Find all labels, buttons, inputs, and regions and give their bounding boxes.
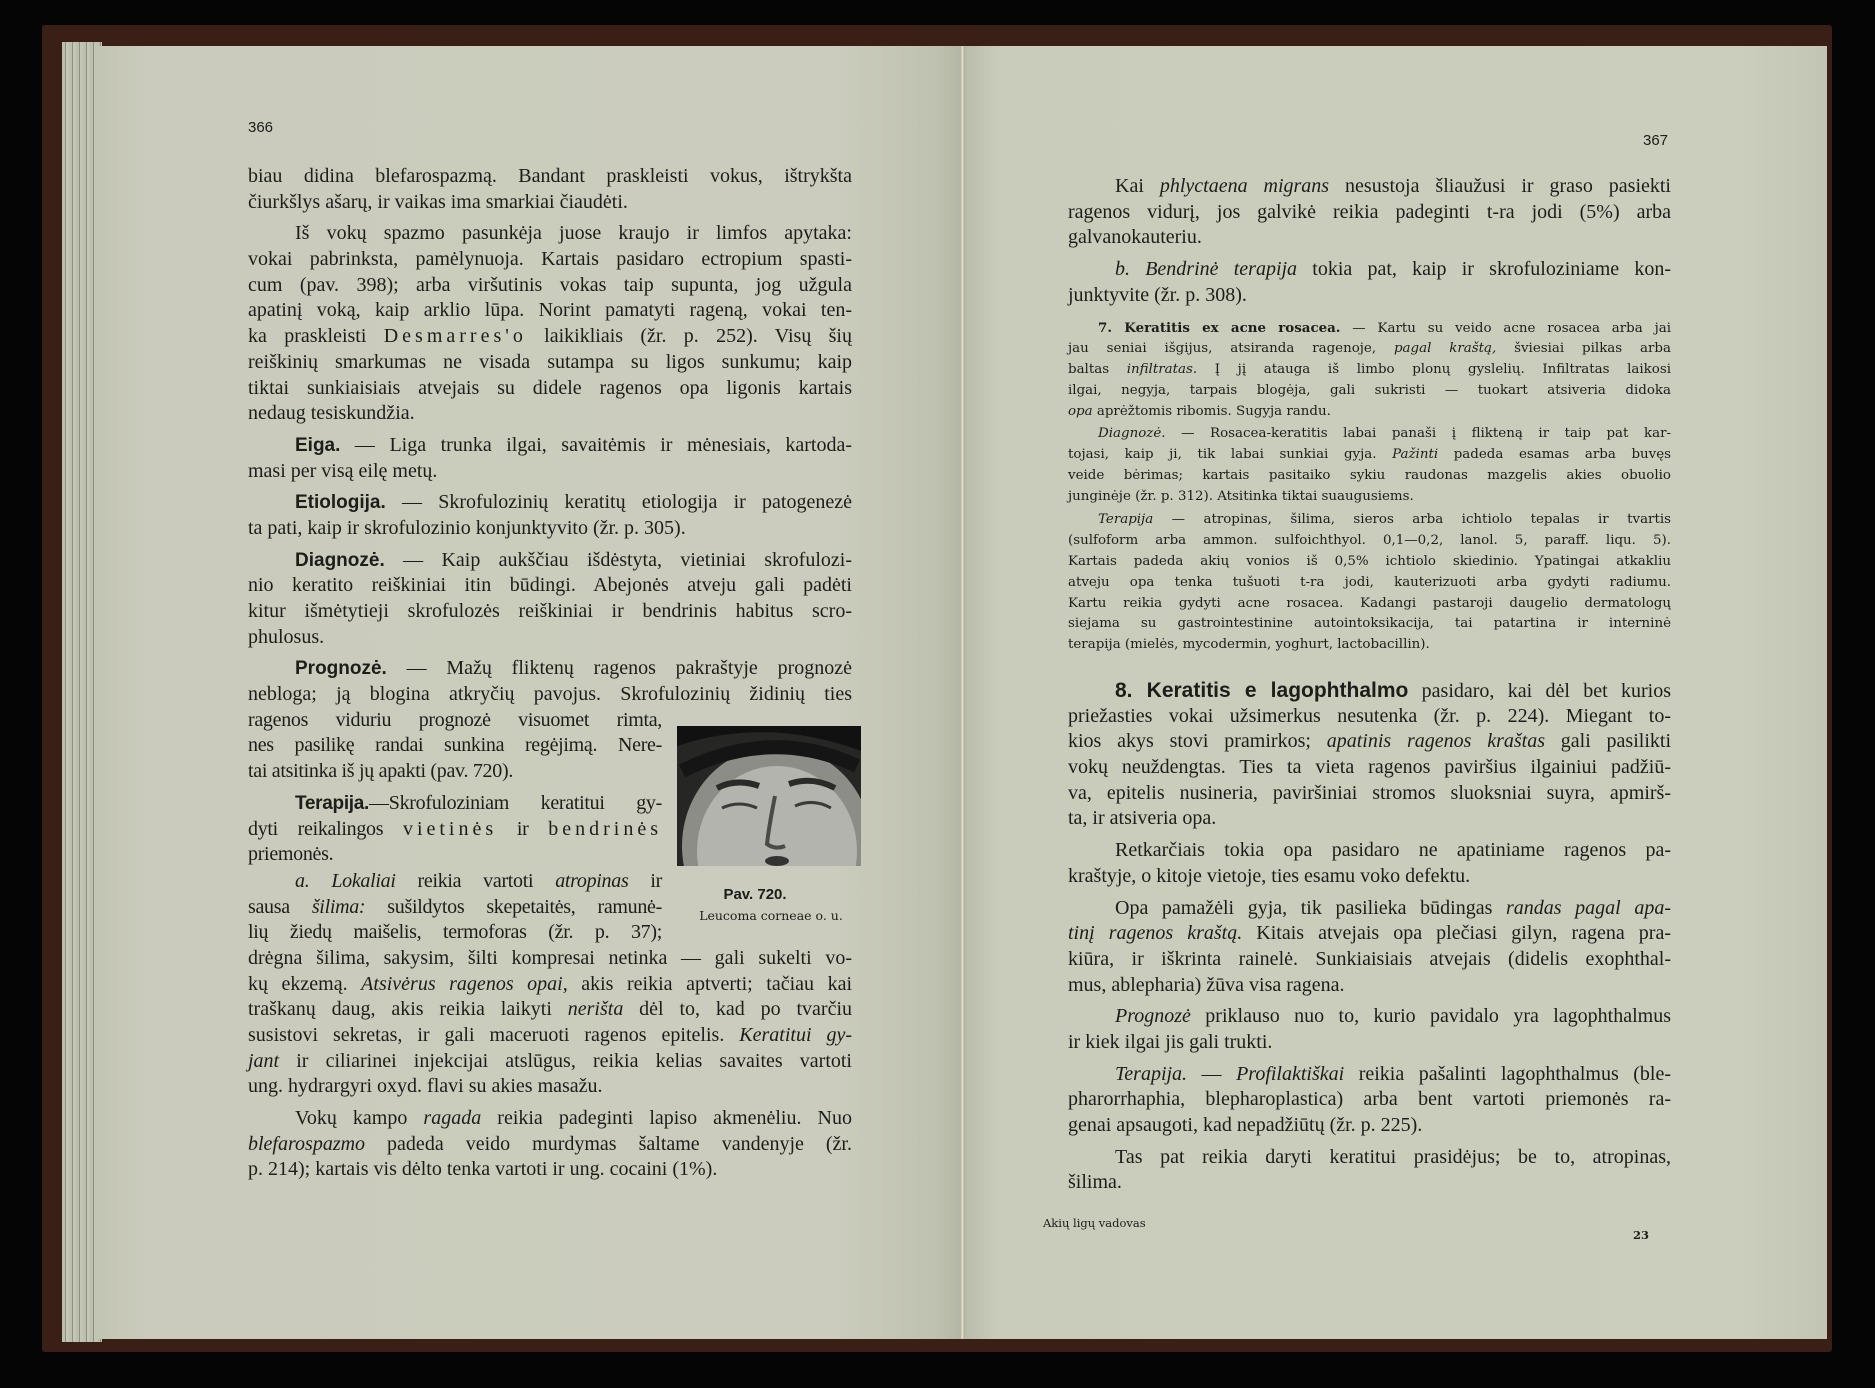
text-run: — Mažų fliktenų ragenos pakraštyje prognozė — [386, 657, 852, 680]
text-run: — atropinas, šilima, sieros arba ichtiolo tepalas ir tvartis — [1153, 512, 1671, 528]
paragraph — [1068, 424, 1671, 508]
text-run: nio keratito reiškiniai itin būdingi. Abejonės atveju gali padėti — [248, 574, 852, 597]
text-line — [1068, 174, 1671, 200]
text-line — [248, 972, 852, 998]
text-line — [248, 350, 852, 376]
text-run: ir — [628, 869, 662, 892]
text-run: traškanų daug, akis reikia laikyti — [248, 998, 568, 1021]
text-line — [248, 997, 852, 1023]
text-line — [1068, 704, 1671, 730]
bold-heading: 7. Keratitis ex acne rosacea. — [1098, 320, 1341, 336]
right-page-small-print — [1068, 318, 1671, 656]
text-line — [248, 625, 852, 651]
italic-text: šilima: — [311, 895, 366, 918]
text-line — [248, 190, 852, 216]
text-run: baltas — [1068, 361, 1127, 377]
text-line — [1068, 552, 1671, 573]
text-line — [1068, 838, 1671, 864]
bold-heading: Etiologija. — [295, 492, 386, 514]
text-run: ta, ir atsiveria opa. — [1068, 807, 1217, 830]
italic-text: jant — [248, 1049, 280, 1072]
text-run: va, epitelis nusineria, paviršiniai stromos sluoksniai suyra, apmirš- — [1068, 781, 1671, 804]
text-run: kų ekzemą. — [248, 972, 362, 995]
text-line — [1068, 864, 1671, 890]
text-run: tai atsitinka iš jų apakti (pav. 720). — [248, 760, 514, 783]
text-line — [1068, 573, 1671, 594]
text-line — [248, 842, 662, 868]
text-run: priemonės. — [248, 843, 334, 866]
italic-text: Terapija — [1098, 512, 1154, 528]
text-run: kiūra, ir iškrinta rainelė. Sunkiaisiais atvejais (didelis exophthal- — [1068, 947, 1671, 970]
text-run: čiurkšlys ašarų, ir vaikas ima smarkiai čiaudėti. — [248, 190, 628, 213]
text-line — [1068, 1113, 1671, 1139]
text-run: sausa — [248, 895, 312, 918]
text-line — [1068, 635, 1671, 656]
text-line — [1068, 257, 1671, 283]
text-line — [1068, 1030, 1671, 1056]
text-run: vokų neuždengtas. Ties ta vieta ragenos paviršius ilgainiui padžiū- — [1068, 756, 1671, 779]
italic-text: a. Lokaliai — [295, 869, 396, 892]
text-run: pasidaro, kai dėl bet kurios — [1408, 680, 1671, 702]
text-line — [1068, 283, 1671, 309]
figure-label: Pav. 720. — [723, 886, 787, 903]
book-gutter — [960, 46, 965, 1339]
paragraph — [1068, 1004, 1671, 1055]
text-run: — Liga trunka ilgai, savaitėmis ir mėnesiais, kartoda- — [340, 433, 852, 456]
text-run: junginėje (žr. p. 312). Atsitinka tiktai suaugusiems. — [1068, 489, 1414, 505]
face-photo-image — [677, 726, 861, 866]
text-line — [248, 1106, 852, 1132]
text-run: ung. hydrargyri oxyd. flavi su akies masažu. — [248, 1075, 603, 1098]
text-line — [1068, 1145, 1671, 1171]
text-line — [1068, 806, 1671, 832]
italic-text: Diagnozė. — [1098, 426, 1166, 442]
text-run: drėgna šilima, sakysim, šilti kompresai netinka — gali sukelti vo- — [248, 946, 852, 969]
text-line — [248, 573, 852, 599]
paragraph — [1068, 1062, 1671, 1139]
text-run: aprėžtomis ribomis. Sugyja randu. — [1092, 403, 1331, 419]
text-run: pharorrhaphia, blepharoplastica) arba bent vartoti priemonės ra- — [1068, 1088, 1671, 1111]
paragraph — [248, 548, 852, 651]
text-run: akis reikia aptverti; tačiau kai — [567, 972, 852, 995]
text-run: lių žiedų maišelis, termoforas (žr. p. 37); — [248, 921, 662, 944]
text-line — [248, 817, 662, 843]
italic-text: ragada — [423, 1107, 482, 1130]
text-run: p. 214); kartais vis dėlto tenka vartoti ir ung. cocaini (1%). — [248, 1158, 718, 1181]
text-line — [1068, 947, 1671, 973]
text-run: padeda veido murdymas šaltame vandenyje (žr. — [365, 1132, 852, 1155]
left-page-text — [248, 164, 852, 1183]
footer-book-title: Akių ligų vadovas — [1043, 1216, 1146, 1230]
text-line — [1068, 973, 1671, 999]
text-line — [1068, 381, 1671, 402]
text-run: (sulfoform arba ammon. sulfoichthyol. 0,1—0,2, lanol. 5, paraff. liqu. 5). — [1068, 532, 1671, 548]
text-run: reikia vartoti — [395, 869, 556, 892]
text-run: — Kaip aukščiau išdėstyta, vietiniai skrofulozi- — [384, 548, 852, 571]
text-line — [1068, 755, 1671, 781]
text-run: ir — [497, 817, 549, 840]
page-number-left: 366 — [248, 119, 274, 136]
text-run: dėl to, kad po tvarčiu — [623, 998, 852, 1021]
italic-text: Prognozė — [1115, 1005, 1191, 1028]
text-run: Vokų kampo — [295, 1107, 424, 1130]
italic-text: Profilaktiškai — [1236, 1062, 1345, 1085]
text-run: — Rosacea-keratitis labai panaši į flikteną ir taip pat kar- — [1165, 426, 1671, 442]
text-line — [248, 273, 852, 299]
text-run: šilima. — [1068, 1171, 1122, 1194]
text-line — [1068, 487, 1671, 508]
bold-heading: Eiga. — [295, 434, 341, 456]
right-page-text-bottom — [1068, 678, 1671, 1196]
text-run: priežasties vokai užsimerkus nesutenka (žr. p. 224). Miegant to- — [1068, 704, 1671, 727]
text-line — [1068, 445, 1671, 466]
italic-text: Pažinti — [1392, 447, 1439, 463]
text-line — [248, 298, 852, 324]
text-line — [1068, 225, 1671, 251]
italic-text: phlyctaena migrans — [1159, 175, 1330, 197]
text-line — [1068, 1004, 1671, 1030]
text-run: ir kiek ilgai jis gali trukti. — [1068, 1030, 1273, 1053]
text-run: Kartais padeda akių vonios iš 0,5% ichtiolo skiedinio. Ypatingai atkakliu — [1068, 553, 1671, 569]
text-run: Retkarčiais tokia opa pasidaro ne apatiniame ragenos pa- — [1115, 839, 1671, 862]
text-run: tokia pat, kaip ir skrofuloziniame kon- — [1297, 258, 1671, 281]
text-line — [1068, 896, 1671, 922]
text-run: dyti reikalingos — [248, 817, 403, 840]
text-line — [248, 791, 662, 817]
text-run: — — [1187, 1062, 1237, 1085]
italic-text: Atsivėrus ragenos opai, — [361, 972, 568, 995]
text-line — [248, 459, 852, 485]
text-run: šviesiai pilkas arba — [1496, 340, 1671, 356]
italic-text: blefarospazmo — [248, 1132, 366, 1155]
text-line — [248, 733, 662, 759]
text-run: nebloga; ją blogina atkryčių pavojus. Skrofulozinių židinių ties — [248, 683, 852, 706]
text-run: tiktai sunkiaisiais atvejais su didele ragenos opa ligonis kartais — [248, 376, 852, 399]
text-line — [248, 599, 852, 625]
paragraph — [248, 164, 852, 215]
page-number-right: 367 — [1643, 132, 1669, 149]
text-line — [1068, 594, 1671, 615]
text-run: atveju opa tenka tušuoti t-ra jodi, kauterizuoti arba gydyti radiumu. — [1068, 574, 1671, 590]
paragraph — [1068, 1145, 1671, 1196]
text-line — [248, 1132, 852, 1158]
text-run: Iš vokų spazmo pasunkėja juose kraujo ir limfos apytaka: — [295, 222, 852, 245]
figure-caption: Leucoma corneae o. u. — [699, 908, 843, 923]
text-run: reikia pašalinti lagophthalmus (ble- — [1344, 1062, 1672, 1085]
text-line — [248, 759, 662, 785]
text-line — [1068, 781, 1671, 807]
text-line — [1068, 360, 1671, 381]
text-run: padeda esamas arba buvęs — [1438, 447, 1671, 463]
text-run: nesustoja šliaužusi ir graso pasiekti — [1329, 175, 1671, 197]
text-run: reiškinių smarkumas ne visada sutampa su ligos sunkumu; kaip — [248, 350, 852, 373]
text-run: laikikliais (žr. p. 252). Visų šių — [526, 325, 852, 348]
italic-text: Keratitui gy- — [739, 1024, 853, 1046]
text-run: Į jį atauga iš limbo plonų gyslelių. Infiltratas laikosi — [1197, 361, 1671, 377]
paragraph — [248, 490, 852, 541]
italic-text: pagal kraštą, — [1393, 340, 1497, 356]
text-run: Kartu reikia gydyti acne rosacea. Kadangi pastaroji daugelio dermatologų — [1068, 595, 1671, 611]
text-line — [248, 708, 662, 734]
text-line — [1068, 339, 1671, 360]
bold-heading: Terapija. — [295, 792, 370, 814]
paragraph — [1068, 838, 1671, 889]
paragraph — [1068, 678, 1671, 832]
text-line — [1068, 510, 1671, 531]
text-run: genai apsaugoti, kad nepadžiūtų (žr. p. 225). — [1068, 1114, 1423, 1136]
italic-text: b. Bendrinė terapija — [1115, 258, 1298, 281]
text-run: — Kartu su veido acne rosacea arba jai — [1340, 321, 1671, 336]
text-run: terapija (mielės, mycodermin, yoghurt, lactobacillin). — [1068, 637, 1430, 653]
text-run: ir ciliarinei injekcijai atslūgus, reikia kelias savaites vartoti — [279, 1049, 852, 1072]
text-line — [1068, 1062, 1671, 1088]
paragraph — [1068, 896, 1671, 999]
text-line — [248, 401, 852, 427]
italic-text: opa — [1068, 403, 1093, 419]
text-run: Kitais atvejais opa plečiasi gilyn, ragena pra- — [1242, 922, 1671, 945]
text-run: tojasi, kaip ji, tik labai sunkiai gyja. — [1068, 447, 1393, 463]
paragraph — [1068, 257, 1671, 308]
signature-mark: 23 — [1633, 1228, 1650, 1242]
text-run: Opa pamažėli gyja, tik pasilieka būdingas — [1115, 896, 1506, 919]
text-line — [248, 869, 662, 895]
text-line — [248, 324, 852, 350]
text-line — [248, 490, 852, 516]
text-line — [248, 656, 852, 682]
text-line — [248, 1157, 852, 1183]
spaced-text: bendrinės — [548, 817, 662, 840]
figure-photo — [677, 726, 861, 866]
text-line — [1068, 1170, 1671, 1196]
bold-heading: Diagnozė. — [295, 549, 385, 571]
text-run: vokai pabrinksta, pamėlynuoja. Kartais pasidaro ectropium spasti- — [248, 248, 852, 271]
text-line — [1068, 402, 1671, 423]
paragraph — [248, 869, 852, 1100]
text-run: — Skrofulozinių keratitų etiologija ir patogenezė — [385, 491, 852, 514]
bold-heading: 8. Keratitis e lagophthalmo — [1115, 679, 1409, 702]
text-run: sušildytos skepetaitės, ramunė- — [365, 895, 662, 918]
text-run: phulosus. — [248, 625, 325, 648]
text-run: kios akys stovi pramirkos; — [1068, 730, 1327, 753]
text-line — [248, 247, 852, 273]
text-line — [248, 920, 662, 946]
italic-text: tinį ragenos kraštą. — [1068, 922, 1243, 945]
text-run: ka praskleisti — [248, 325, 384, 348]
text-run: Tas pat reikia daryti keratitui prasidėjus; be to, atropinas, — [1115, 1145, 1671, 1168]
text-run: reikia padeginti lapiso akmenėliu. Nuo — [481, 1107, 852, 1130]
text-line — [1068, 921, 1671, 947]
italic-text: apatinis ragenos kraštas — [1326, 730, 1545, 753]
text-run: nes pasilikę randai sunkina regėjimą. Nere- — [248, 734, 662, 757]
text-line — [1068, 729, 1671, 755]
text-run: junktyvite (žr. p. 308). — [1068, 283, 1247, 306]
text-run: biau didina blefarospazmą. Bandant praskleisti vokus, ištrykšta — [248, 165, 852, 187]
text-line — [248, 682, 852, 708]
text-line — [248, 516, 852, 542]
text-run: susistovi sekretas, ir gali maceruoti ragenos epitelis. — [248, 1024, 740, 1046]
text-line — [1068, 614, 1671, 635]
text-line — [248, 946, 852, 972]
text-line — [1068, 678, 1671, 704]
text-line — [1068, 1087, 1671, 1113]
text-line — [248, 1049, 852, 1075]
text-run: mus, ablepharia) žūva visa ragena. — [1068, 973, 1345, 996]
paragraph — [248, 221, 852, 427]
spaced-text: vietinės — [402, 817, 498, 840]
text-run: veide bėrimas; kartais pasitaiko sykiu raudonas mazgelis akies obuolio — [1068, 468, 1671, 484]
text-run: gali pasilikti — [1544, 730, 1671, 753]
text-run: kraštyje, o kitoje vietoje, ties esamu voko defektu. — [1068, 864, 1471, 887]
text-line — [248, 164, 852, 190]
text-line — [1068, 466, 1671, 487]
italic-text: Terapija. — [1115, 1062, 1188, 1085]
paragraph — [1068, 174, 1671, 251]
paragraph — [1068, 510, 1671, 656]
text-run: nedaug tesiskundžia. — [248, 402, 415, 425]
text-run: —Skrofuloziniam keratitui gy- — [369, 791, 662, 814]
text-run: priklauso nuo to, kurio pavidalo yra lagophthalmus — [1190, 1005, 1671, 1028]
text-line — [248, 1074, 852, 1100]
text-line — [248, 221, 852, 247]
text-line — [248, 1023, 852, 1049]
text-run: cum (pav. 398); arba viršutinis vokas taip supunta, jog užgula — [248, 273, 852, 296]
italic-text: randas pagal apa- — [1505, 896, 1671, 919]
spaced-text: Desmarres'o — [383, 325, 527, 348]
text-line — [248, 895, 662, 921]
text-run: kitur išmėtytieji skrofulozės reiškiniai ir bendrinis habitus scro- — [248, 600, 852, 622]
paragraph — [248, 433, 852, 484]
text-run: siejama su gastrointestinine autointoksikacija, tai patartina ir interninė — [1068, 616, 1671, 632]
text-run: masi per visą eilę metų. — [248, 459, 438, 482]
text-run: jau seniai išgijus, atsiranda ragenoje, — [1068, 340, 1394, 356]
text-line — [1068, 531, 1671, 552]
text-line — [248, 548, 852, 574]
italic-text: infiltratas. — [1126, 361, 1198, 377]
paragraph — [1068, 318, 1671, 422]
text-line — [1068, 424, 1671, 445]
italic-text: nerišta — [567, 998, 624, 1021]
right-page-text-top — [1068, 174, 1671, 308]
text-run: apatinį voką, kaip arklio lūpa. Norint pamatyti rageną, vokai ten- — [248, 299, 852, 322]
text-run: ragenos viduriu prognozė visuomet rimta, — [248, 708, 662, 731]
text-run: galvanokauteriu. — [1068, 226, 1202, 249]
text-line — [1068, 200, 1671, 226]
bold-heading: Prognozė. — [295, 658, 387, 680]
text-run: ragenos vidurį, jos galvikė reikia padeginti t-ra jodi (5%) arba — [1068, 200, 1671, 223]
text-run: ta pati, kaip ir skrofulozinio konjunktyvito (žr. p. 305). — [248, 516, 686, 539]
text-line — [1068, 318, 1671, 339]
italic-text: atropinas — [555, 869, 629, 892]
text-run: ilgai, negyja, tarpais blogėja, gali sukristi — tuokart atsiveria didoka — [1068, 382, 1671, 398]
paragraph — [248, 1106, 852, 1183]
text-line — [248, 433, 852, 459]
text-run: Kai — [1115, 175, 1160, 197]
text-line — [248, 376, 852, 402]
